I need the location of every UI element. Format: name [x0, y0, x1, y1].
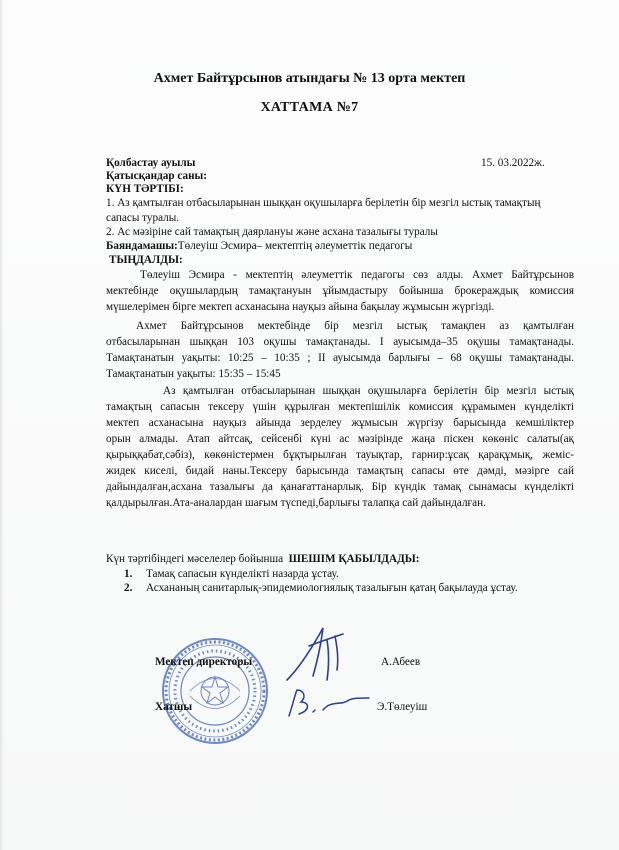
- director-name: А.Абеев: [381, 656, 421, 668]
- paragraph-line: қалдырылған.Ата-аналардан шағым түспеді,барлығы талапқа сай дайындалған.: [106, 497, 486, 509]
- director-label: Мектеп директоры: [155, 656, 253, 668]
- paragraph-line: Төлеуіш Эсмира - мектептің әлеуметтік педагогы сөз алды. Ахмет Байтұрсынов: [140, 269, 574, 281]
- attendees-label: Қатысқандар саны:: [106, 170, 207, 182]
- decision-item-number: 2.: [124, 582, 133, 594]
- speaker-line: [106, 240, 412, 253]
- paragraph-line: Аз қамтылған отбасыларынан шыққан оқушыларға берілетін бір мезгіл ыстық: [163, 385, 574, 397]
- paragraph-line: мектебінде оқушылардың тамақтануын ұйымдастыру бойынша брокераждық комиссия: [106, 285, 574, 297]
- date: 15. 03.2022ж.: [481, 157, 545, 169]
- heard-paragraph-1: [106, 267, 574, 315]
- paragraph-line: Тамақтанатын уақыты: 10:25 – 10:35 ; ІІ ауысымда барлығы – 68 оқушы тамақтанады.: [106, 352, 574, 364]
- document-title: ХАТТАМА №7: [260, 100, 359, 115]
- paragraph-line: жидек киселі, бидай наны.Тексеру барысында тамақтың сапасы өте дәмді, мәзірге сай: [106, 465, 574, 477]
- paragraph-line: қырыққабат,сәбіз), көкөністермен бұқтырылған тауықтар, гарнир:ұсақ қарақұмық, жеміс-: [106, 449, 574, 461]
- agenda-item-2: 2. Ас мәзіріне сай тамақтың даярлануы және асхана тазалығы туралы: [106, 226, 438, 238]
- agenda-item-1-line-1: 1. Аз қамтылған отбасыларынан шыққан оқушыларға берілетін бір мезгіл ыстық тамақтың: [106, 197, 541, 209]
- decision-item-number: 1.: [124, 568, 133, 580]
- school-name: Ахмет Байтұрсынов атындағы № 13 орта мектеп: [153, 71, 466, 86]
- director-signature: [283, 622, 363, 684]
- decision-heading: ШЕШІМ ҚАБЫЛДАДЫ:: [288, 553, 420, 565]
- decision-item-text: Тамақ сапасын күнделікті назарда ұстау.: [145, 568, 339, 580]
- secretary-name: Э.Төлеуіш: [377, 701, 428, 713]
- speaker-label: Баяндамашы:: [106, 240, 178, 252]
- paragraph-line: тамақтың сапасын тексеру үшін құрылған мектепішілік комиссия құрамымен күнделікті: [106, 401, 574, 413]
- heard-paragraph-3: [106, 383, 574, 511]
- paragraph-line: отбасыларынан шыққан 103 оқушы тамақтанады. І ауысымда–35 оқушы тамақтанады.: [106, 336, 574, 348]
- paragraph-line: мүшелерімен бірге мектеп асханасына науқыз айына бақылау жұмысын жүргізді.: [106, 301, 495, 313]
- official-stamp: [160, 636, 270, 746]
- secretary-label: Хатшы: [155, 701, 193, 713]
- paragraph-line: дайындалған,асхана тазалығы да қанағаттанарлық. Бір күндік тамақ сынамасы күнделікті: [106, 481, 574, 493]
- location: Қолбастау ауылы: [106, 157, 196, 169]
- agenda-heading: КҮН ТӘРТІБІ:: [106, 183, 184, 195]
- speaker-text: Төлеуіш Эсмира– мектептің әлеуметтік педагогы: [177, 240, 413, 252]
- paragraph-line: мектеп асханасына науқыз айында зерделеу жұмысын жүргізу барысында кемшіліктер: [106, 417, 574, 429]
- decision-item: [124, 568, 339, 581]
- paragraph-line: орын алмады. Атап айтсақ, сейсенбі күні ас мәзірінде жаңа піскен көкөніс салаты(ақ: [106, 433, 574, 445]
- heard-heading: ТЫҢДАЛДЫ:: [109, 254, 183, 266]
- heard-paragraph-2: [106, 318, 574, 382]
- decision-intro: Күн тәртібіндегі мәселелер бойынша: [106, 553, 284, 565]
- secretary-signature: [283, 686, 373, 726]
- paragraph-line: Тамақтанатын уақыты: 15:35 – 15:45: [106, 368, 281, 380]
- agenda-item-1-line-2: сапасы туралы.: [106, 212, 180, 224]
- decision-line: [106, 553, 419, 566]
- decision-item: [124, 582, 518, 595]
- decision-item-text: Асхананың санитарлық-эпидемиологиялық тазалығын қатаң бақылауда ұстау.: [145, 582, 518, 594]
- paragraph-line: Ахмет Байтұрсынов мектебінде бір мезгіл ыстық тамақпен аз қамтылған: [136, 320, 574, 332]
